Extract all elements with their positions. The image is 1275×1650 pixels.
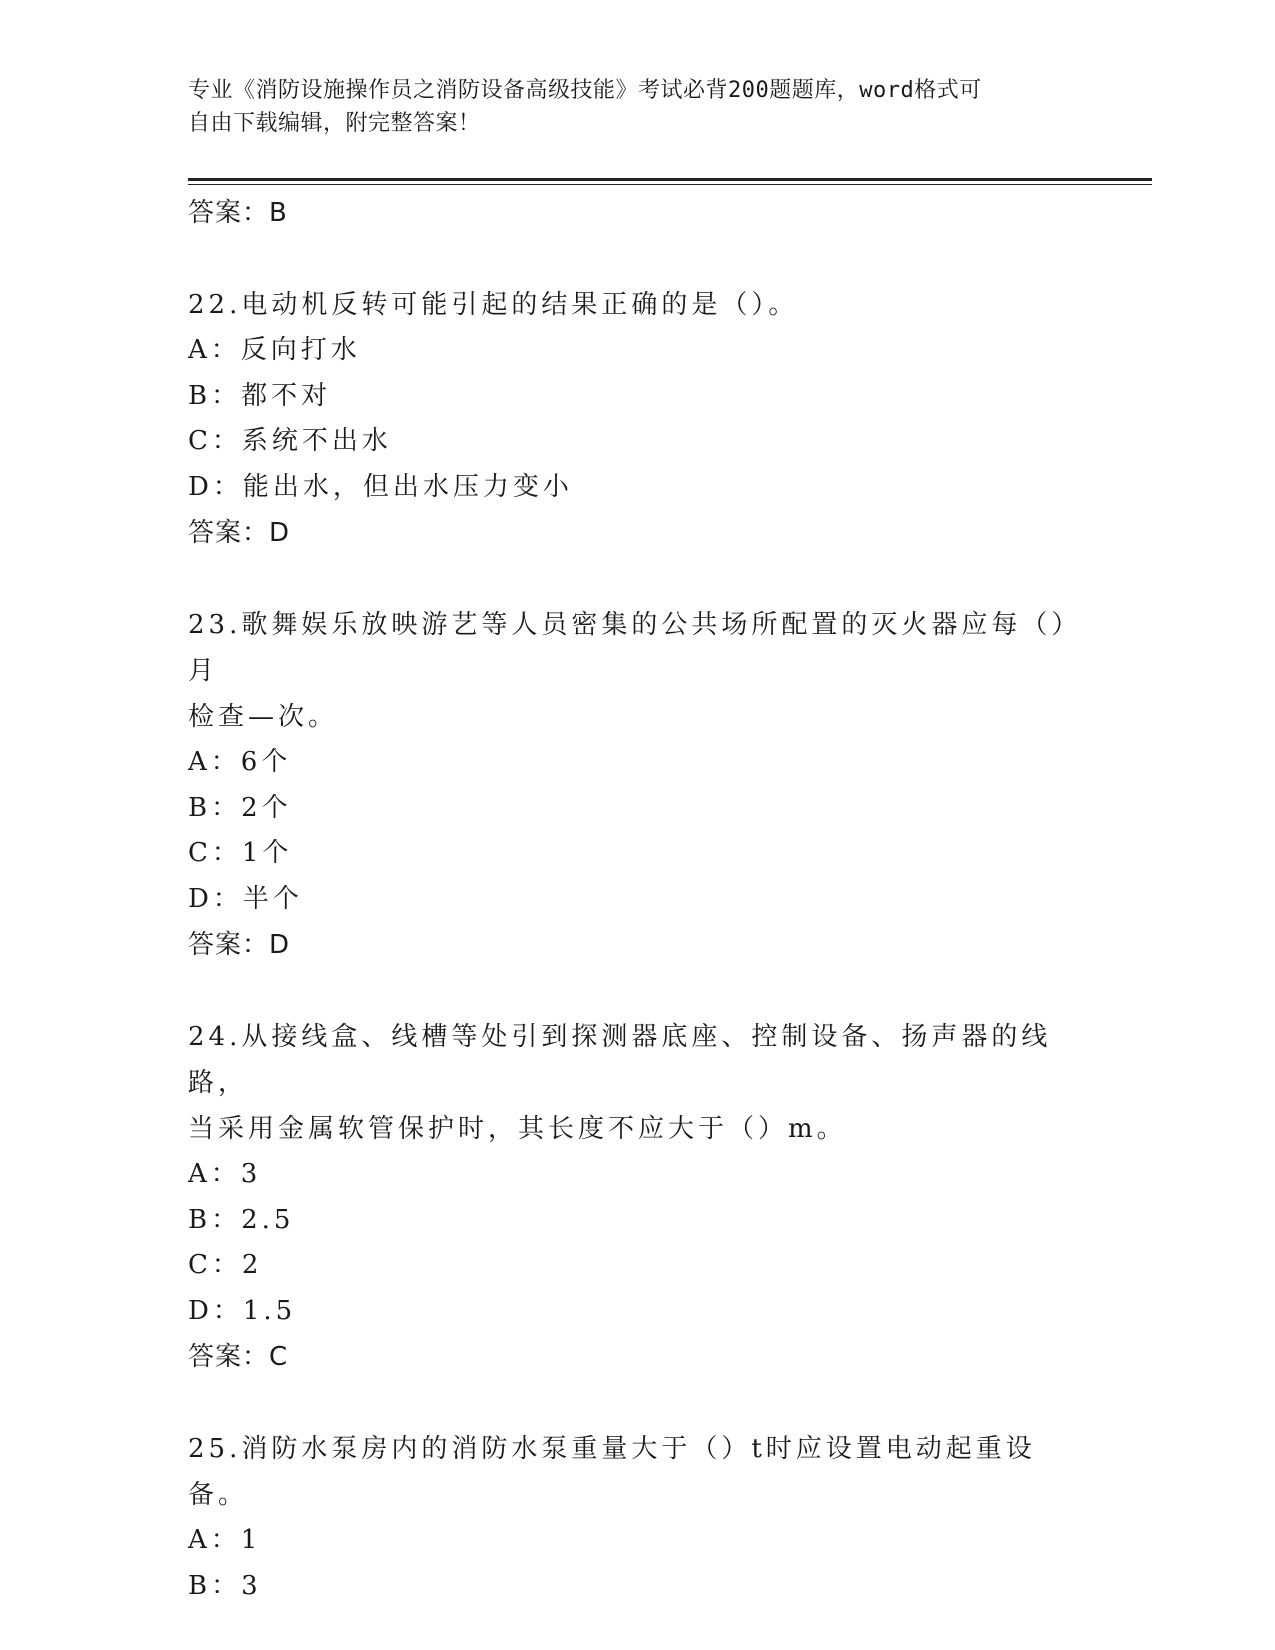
question-title-continued: 当采用金属软管保护时，其长度不应大于（）m。 bbox=[188, 1114, 847, 1144]
question-23 bbox=[188, 602, 1088, 968]
option-a: A：3 bbox=[188, 1159, 262, 1189]
option-c: C：系统不出水 bbox=[188, 426, 392, 456]
answer-line: 答案：D bbox=[188, 930, 291, 960]
option-a: A：6个 bbox=[188, 747, 292, 777]
option-d: D：能出水，但出水压力变小 bbox=[188, 471, 573, 502]
option-b: B：2.5 bbox=[188, 1204, 295, 1235]
document-header bbox=[188, 74, 1068, 140]
header-rule-thick bbox=[188, 178, 1152, 181]
question-title: 23.歌舞娱乐放映游艺等人员密集的公共场所配置的灭火器应每（）月 bbox=[188, 610, 1082, 686]
header-line-1: 专业《消防设施操作员之消防设备高级技能》考试必背200题题库，word格式可 bbox=[188, 78, 982, 103]
option-c: C：2 bbox=[188, 1250, 263, 1280]
question-title-continued: 检查—次。 bbox=[188, 702, 339, 732]
option-b: B：都不对 bbox=[188, 380, 332, 411]
header-rule-thin bbox=[188, 184, 1152, 185]
question-title: 25.消防水泵房内的消防水泵重量大于（）t时应设置电动起重设备。 bbox=[188, 1434, 1036, 1510]
answer-line: 答案：C bbox=[188, 1342, 289, 1372]
question-22 bbox=[188, 282, 1088, 556]
option-a: A：1 bbox=[188, 1525, 262, 1555]
option-b: B：2个 bbox=[188, 792, 292, 823]
question-title: 22.电动机反转可能引起的结果正确的是（）。 bbox=[188, 290, 799, 320]
option-c: C：1个 bbox=[188, 838, 293, 868]
option-b: B：3 bbox=[188, 1570, 262, 1601]
document-body bbox=[188, 190, 1088, 1609]
option-a: A：反向打水 bbox=[188, 335, 361, 365]
question-24 bbox=[188, 1014, 1088, 1380]
answer-line: 答案：D bbox=[188, 518, 291, 548]
option-d: D：1.5 bbox=[188, 1295, 297, 1326]
question-25 bbox=[188, 1426, 1088, 1609]
option-d: D：半个 bbox=[188, 883, 303, 914]
header-line-2: 自由下载编辑，附完整答案！ bbox=[188, 111, 481, 136]
answer-line: 答案：B bbox=[188, 198, 288, 228]
question-title: 24.从接线盒、线槽等处引到探测器底座、控制设备、扬声器的线路， bbox=[188, 1022, 1052, 1098]
